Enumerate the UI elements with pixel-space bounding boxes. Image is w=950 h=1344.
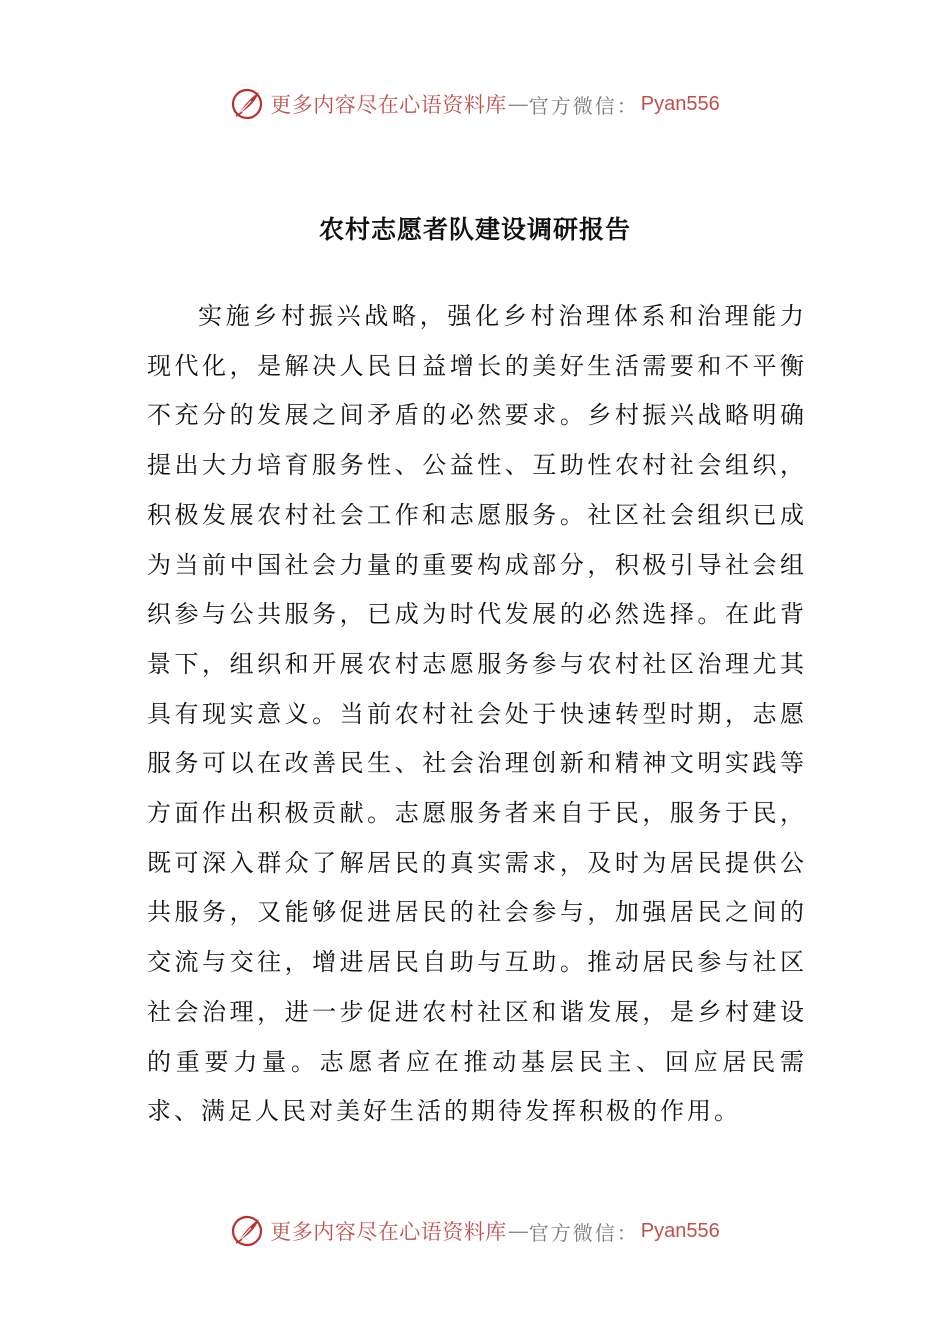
- feather-pen-logo-icon: [230, 87, 264, 121]
- watermark-separator: —: [507, 92, 529, 116]
- document-paragraph: 实施乡村振兴战略，强化乡村治理体系和治理能力现代化，是解决人民日益增长的美好生活需要和不平衡不充分的发展之间矛盾的必然要求。乡村振兴战略明确提出大力培育服务性、公益性、互助性农村社会组织，积极发展农村社会工作和志愿服务。社区社会组织已成为当前中国社会力量的重要构成部分，积极引导社会组织参与公共服务，已成为时代发展的必然选择。在此背景下，组织和开展农村志愿服务参与农村社区治理尤其具有现实意义。当前农村社会处于快速转型时期，志愿服务可以在改善民生、社会治理创新和精神文明实践等方面作出积极贡献。志愿服务者来自于民，服务于民，既可深入群众了解居民的真实需求，及时为居民提供公共服务，又能够促进居民的社会参与，加强居民之间的交流与交往，增进居民自助与互助。推动居民参与社区社会治理，进一步促进农村社区和谐发展，是乡村建设的重要力量。志愿者应在推动基层民主、回应居民需求、满足人民对美好生活的期待发挥积极的作用。: [147, 302, 807, 1126]
- document-title: 农村志愿者队建设调研报告: [318, 215, 631, 244]
- watermark-wechat-id: Pyan556: [640, 1219, 720, 1242]
- header-watermark: [0, 82, 950, 126]
- watermark-separator: —: [507, 1219, 529, 1243]
- feather-pen-logo-icon: [230, 1214, 264, 1248]
- watermark-wechat-label: 官方微信：: [528, 1220, 639, 1245]
- watermark-wechat-id: Pyan556: [640, 92, 720, 115]
- watermark-wechat-label: 官方微信：: [528, 93, 639, 118]
- footer-watermark: [0, 1209, 950, 1253]
- watermark-brand-text: 更多内容尽在心语资料库: [270, 1220, 507, 1244]
- watermark-brand-text: 更多内容尽在心语资料库: [270, 93, 507, 117]
